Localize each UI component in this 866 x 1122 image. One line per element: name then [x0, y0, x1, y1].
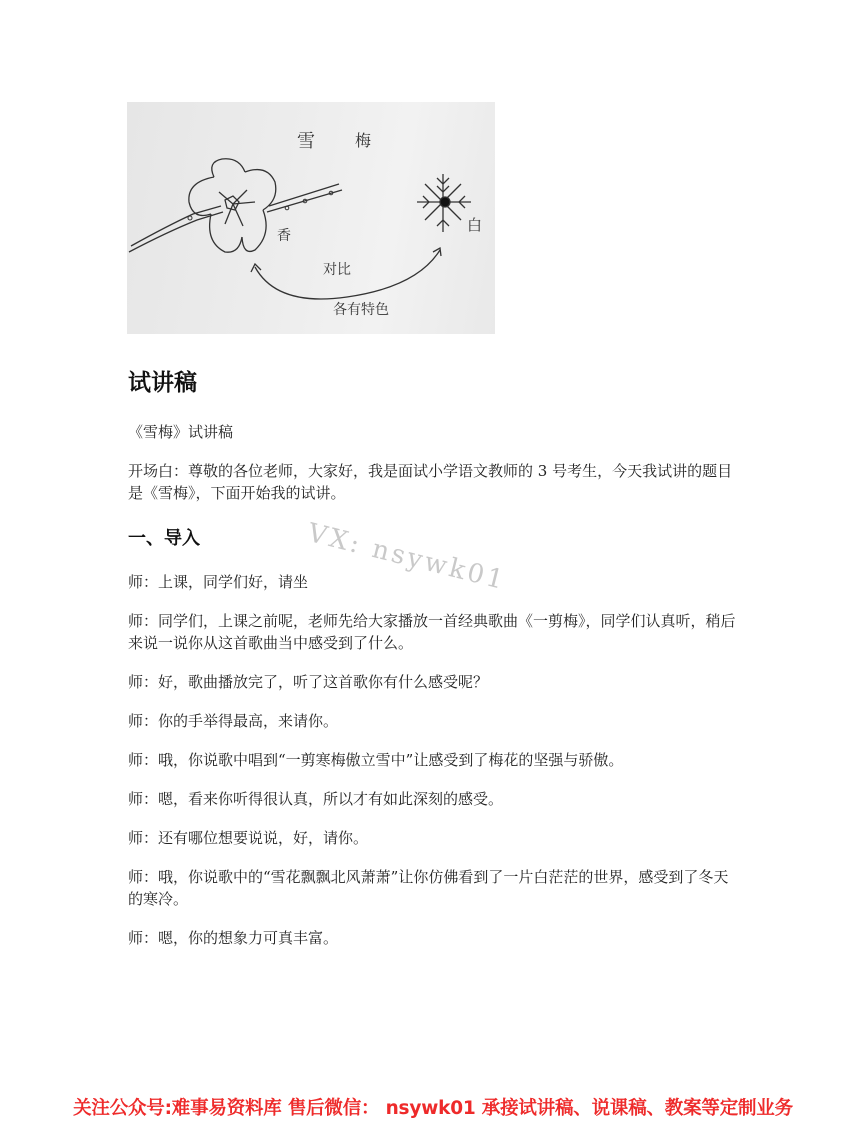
snowflake-icon: [417, 174, 471, 232]
document-subtitle: 《雪梅》试讲稿: [128, 423, 234, 441]
watermark: VX: nsywk01: [304, 518, 510, 597]
plum-flower-icon: [189, 159, 276, 252]
dialogue-paragraph: 师：哦，你说歌中唱到“一剪寒梅傲立雪中”让感受到了梅花的坚强与骄傲。: [128, 751, 624, 769]
svg-text:雪: 雪: [297, 131, 315, 152]
svg-text:各有特色: 各有特色: [333, 302, 389, 318]
blackboard-sketch-image: [127, 102, 495, 334]
plum-snow-drawing: [127, 102, 495, 334]
opening-paragraph: 开场白：尊敬的各位老师，大家好，我是面试小学语文教师的 3 号考生，今天我试讲的题目是《雪梅》，下面开始我的试讲。: [128, 462, 733, 502]
dialogue-paragraph: 师：哦，你说歌中的“雪花飘飘北风萧萧”让你仿佛看到了一片白茫茫的世界，感受到了冬天的寒冷。: [128, 868, 729, 908]
svg-text:梅: 梅: [355, 131, 372, 150]
svg-text:香: 香: [277, 228, 291, 244]
dialogue-paragraph: 师：上课，同学们好，请坐: [128, 573, 309, 591]
dialogue-paragraph: 师：好，歌曲播放完了，听了这首歌你有什么感受呢？: [128, 673, 489, 691]
svg-text:对比: 对比: [323, 262, 351, 278]
document-title: 试讲稿: [128, 370, 197, 396]
dialogue-paragraph: 师：嗯，看来你听得很认真，所以才有如此深刻的感受。: [128, 790, 504, 808]
section-heading-intro: 一、导入: [128, 528, 200, 549]
dialogue-paragraph: 师：你的手举得最高，来请你。: [128, 712, 339, 730]
dialogue-paragraph: 师：同学们，上课之前呢，老师先给大家播放一首经典歌曲《一剪梅》，同学们认真听，稍后来说一说你从这首歌曲当中感受到了什么。: [128, 612, 736, 652]
svg-text:白: 白: [467, 216, 483, 234]
promo-footer-banner: 关注公众号:难事易资料库 售后微信： nsywk01 承接试讲稿、说课稿、教案等定制业务: [73, 1098, 793, 1119]
dialogue-paragraph: 师：嗯，你的想象力可真丰富。: [128, 929, 339, 947]
dialogue-paragraph: 师：还有哪位想要说说，好，请你。: [128, 829, 369, 847]
